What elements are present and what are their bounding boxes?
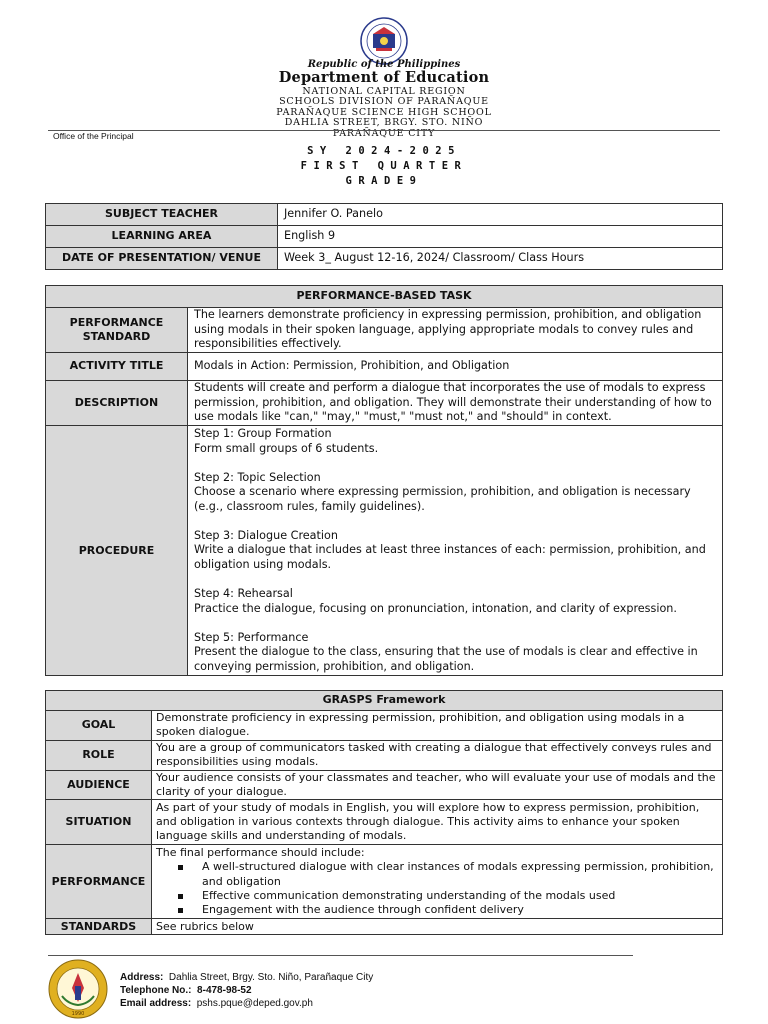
office-label: Office of the Principal <box>53 131 134 141</box>
step-text: Form small groups of 6 students. <box>194 441 379 455</box>
table-row <box>46 770 723 800</box>
info-table <box>45 203 723 270</box>
address-value: Dahlia Street, Brgy. Sto. Niño, Parañaque City <box>168 972 374 983</box>
school-logo-icon <box>44 958 112 1020</box>
list-item: Effective communication demonstrating understanding of the modals used <box>178 889 718 903</box>
letterhead-line: DAHLIA STREET, BRGY. STO. NIÑO <box>284 117 484 128</box>
info-label: DATE OF PRESENTATION/ VENUE <box>46 248 278 270</box>
row-label: AUDIENCE <box>46 770 152 800</box>
letterhead-line: PARAÑAQUE CITY <box>332 127 436 139</box>
performance <box>152 845 723 919</box>
step-text: Choose a scenario where expressing permission, prohibition, and obligation is necessary (e.g., classroom rules, family guidelines). <box>194 485 691 513</box>
table-row <box>46 381 723 426</box>
table-header: PERFORMANCE-BASED TASK <box>46 286 723 308</box>
row-label: PERFORMANCE STANDARD <box>46 308 188 353</box>
table-row <box>46 353 723 381</box>
info-label: SUBJECT TEACHER <box>46 204 278 226</box>
table-row <box>46 845 723 919</box>
performance-list <box>156 860 718 917</box>
table-row <box>46 691 723 711</box>
activity-title: Modals in Action: Permission, Prohibition, and Obligation <box>188 353 723 381</box>
role: You are a group of communicators tasked with creating a dialogue that effectively conveys rules and responsibilities using modals. <box>152 740 723 770</box>
letterhead <box>200 60 568 138</box>
goal: Demonstrate proficiency in expressing permission, prohibition, and obligation using modals in a spoken dialogue. <box>152 711 723 741</box>
telephone-label: Telephone No.: <box>120 985 192 996</box>
list-item: Engagement with the audience through confident delivery <box>178 903 718 917</box>
table-row <box>46 740 723 770</box>
description: Students will create and perform a dialogue that incorporates the use of modals to express permission, prohibition, and obligation. They will demonstrate their understanding of how to use modals like "can," "may," "must," "must not," and "should" in context. <box>188 381 723 426</box>
step-title: Step 4: Rehearsal <box>194 587 293 600</box>
table-row <box>46 426 723 676</box>
table-row <box>46 286 723 308</box>
table-row <box>46 711 723 741</box>
row-label: GOAL <box>46 711 152 741</box>
row-label: ACTIVITY TITLE <box>46 353 188 381</box>
footer-contact <box>120 971 373 1010</box>
table-row <box>46 248 723 270</box>
grasps-table <box>45 690 723 935</box>
letterhead-line: SCHOOLS DIVISION OF PARAÑAQUE <box>279 96 489 107</box>
email-value: pshs.pque@deped.gov.ph <box>196 998 313 1009</box>
row-label: DESCRIPTION <box>46 381 188 426</box>
letterhead-line: NATIONAL CAPITAL REGION <box>302 85 466 97</box>
republic-line: Republic of the Philippines <box>307 59 461 70</box>
footer-divider <box>48 955 633 956</box>
step-text: Write a dialogue that includes at least three instances of each: permission, prohibition, and obligation using modals. <box>194 543 706 571</box>
table-row <box>46 919 723 935</box>
header-divider <box>48 130 720 131</box>
table-row <box>46 800 723 845</box>
row-label: SITUATION <box>46 800 152 845</box>
row-label: STANDARDS <box>46 919 152 935</box>
table-row <box>46 308 723 353</box>
logo-year: 1990 <box>71 1011 85 1017</box>
situation: As part of your study of modals in English, you will explore how to express permission, prohibition, and obligation in various contexts through dialogue. This activity aims to enhance your spoken language skills and understanding of modals. <box>152 800 723 845</box>
info-value: Week 3_ August 12-16, 2024/ Classroom/ Class Hours <box>278 248 723 270</box>
info-label: LEARNING AREA <box>46 226 278 248</box>
grade-level: GRADE9 <box>345 175 423 187</box>
standards: See rubrics below <box>152 919 723 935</box>
procedure-steps <box>188 426 723 676</box>
step-title: Step 5: Performance <box>194 630 309 644</box>
step-title: Step 1: Group Formation <box>194 427 332 440</box>
table-row <box>46 226 723 248</box>
step-text: Present the dialogue to the class, ensuring that the use of modals is clear and effective in conveying permission, prohibition, and obligation. <box>194 645 698 673</box>
letterhead-line: PARAÑAQUE SCIENCE HIGH SCHOOL <box>276 106 492 118</box>
school-year: SY 2024-2025 <box>307 145 461 157</box>
performance-standard: The learners demonstrate proficiency in expressing permission, prohibition, and obligation using modals in their spoken language, applying appropriate modals to convey rules and responsibilities effectively. <box>188 308 723 353</box>
list-item: A well-structured dialogue with clear instances of modals expressing permission, prohibition, and obligation <box>178 860 718 889</box>
row-label: ROLE <box>46 740 152 770</box>
step-title: Step 3: Dialogue Creation <box>194 528 338 542</box>
email-label: Email address: <box>120 998 192 1009</box>
row-label: PROCEDURE <box>46 426 188 676</box>
table-header: GRASPS Framework <box>46 691 723 711</box>
audience: Your audience consists of your classmates and teacher, who will evaluate your use of modals and the clarity of your dialogue. <box>152 770 723 800</box>
performance-task-table <box>45 285 723 676</box>
telephone-value: 8-478-98-52 <box>197 985 252 996</box>
step-title: Step 2: Topic Selection <box>194 470 321 484</box>
info-value: English 9 <box>278 226 723 248</box>
address-label: Address: <box>120 972 164 983</box>
quarter: FIRST QUARTER <box>300 160 468 172</box>
row-label: PERFORMANCE <box>46 845 152 919</box>
step-text: Practice the dialogue, focusing on pronunciation, intonation, and clarity of expression. <box>194 601 677 615</box>
department-line: Department of Education <box>278 69 490 86</box>
performance-intro: The final performance should include: <box>156 845 365 859</box>
info-value: Jennifer O. Panelo <box>278 204 723 226</box>
table-row <box>46 204 723 226</box>
